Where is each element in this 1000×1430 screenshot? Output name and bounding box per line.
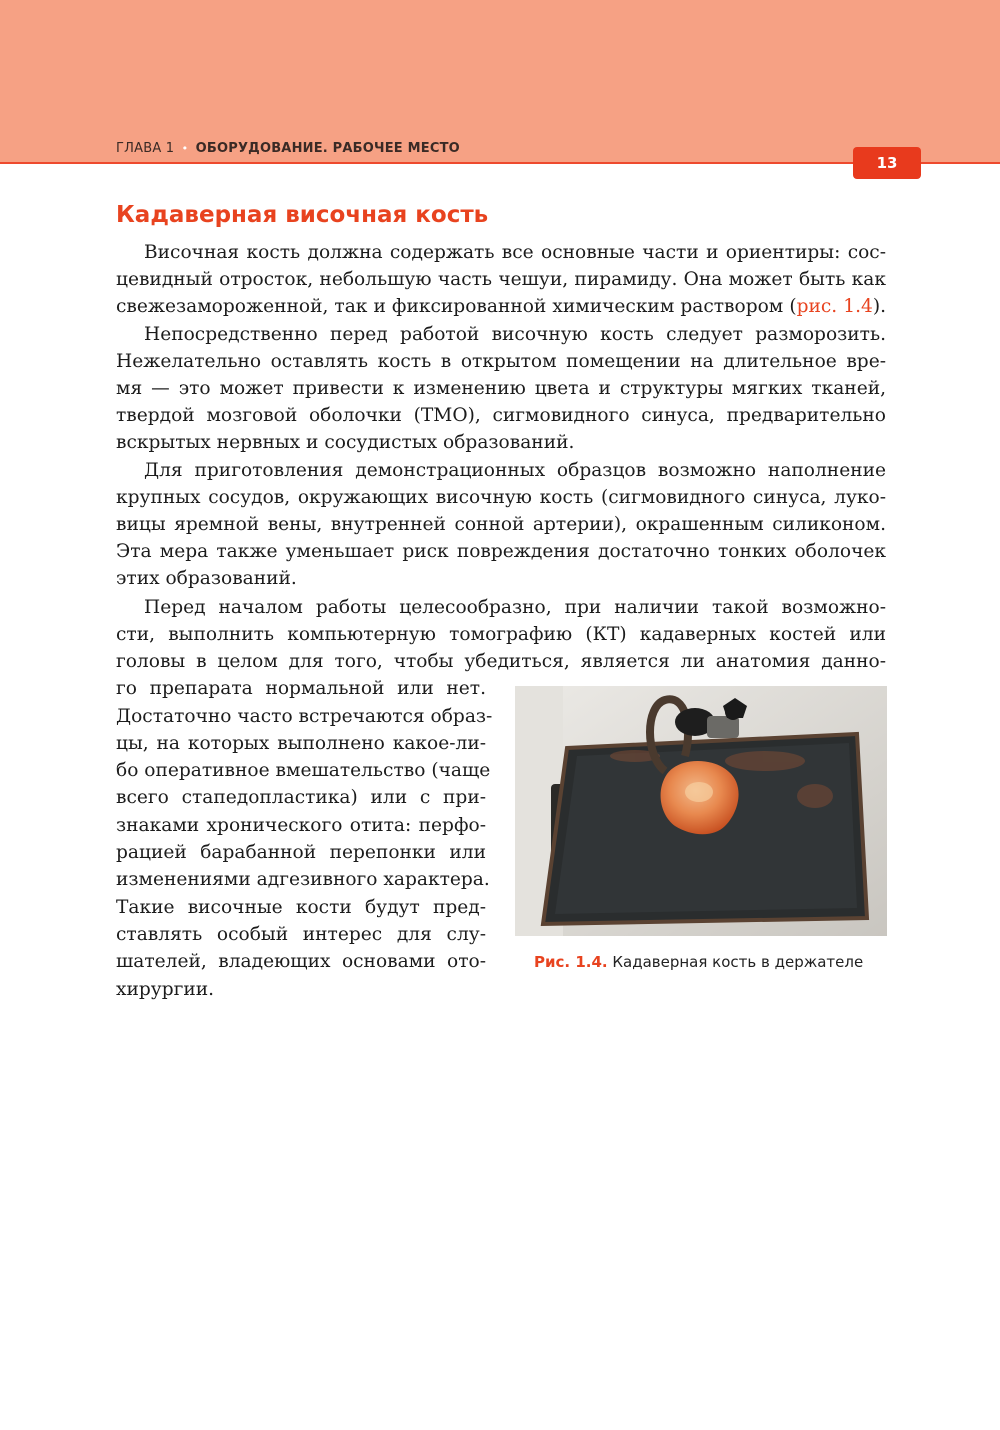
paragraph-4-line-2: сти, выполнить компьютерную томографию (КТ) кадаверных костей или: [116, 624, 886, 645]
chapter-title: ОБОРУДОВАНИЕ. РАБОЧЕЕ МЕСТО: [195, 141, 460, 156]
figure-caption: [534, 953, 863, 971]
paragraph-1-line-3-text: свежезамороженной, так и фиксированной химическим раствором (: [116, 296, 797, 317]
paragraph-3-line-3: вицы яремной вены, внутренней сонной артерии), окрашенным силиконом.: [116, 514, 886, 535]
paragraph-2-line-1: Непосредственно перед работой височную кость следует разморозить.: [144, 324, 886, 345]
paragraph-4-line-4: го препарата нормальной или нет.: [116, 678, 486, 699]
paragraph-1-line-2: цевидный отросток, небольшую часть чешуи, пирамиду. Она может быть как: [116, 269, 886, 290]
paragraph-2-line-3: мя — это может привести к изменению цвета и структуры мягких тканей,: [116, 378, 886, 399]
paragraph-1-line-3: [116, 293, 886, 320]
paragraph-4-line-11: изменениями адгезивного характера.: [116, 869, 490, 890]
paragraph-4-line-14: шателей, владеющих основами ото-: [116, 951, 486, 972]
paragraph-4-line-8: всего стапедопластика) или с при-: [116, 787, 486, 808]
header-rule: [0, 162, 1000, 164]
paragraph-2-line-2: Нежелательно оставлять кость в открытом помещении на длительное вре-: [116, 351, 886, 372]
paragraph-4-line-7: бо оперативное вмешательство (чаще: [116, 760, 491, 781]
paragraph-1-line-3-end: ).: [872, 296, 886, 317]
figure-label: Рис. 1.4.: [534, 953, 608, 971]
paragraph-4-line-13: ставлять особый интерес для слу-: [116, 924, 486, 945]
paragraph-4-line-3: головы в целом для того, чтобы убедиться, является ли анатомия данно-: [116, 651, 886, 672]
paragraph-4-line-12: Такие височные кости будут пред-: [116, 897, 486, 918]
paragraph-2-line-5: вскрытых нервных и сосудистых образований.: [116, 432, 575, 453]
paragraph-4-line-5: Достаточно часто встречаются образ-: [116, 706, 493, 727]
paragraph-4-line-1: Перед началом работы целесообразно, при наличии такой возможно-: [144, 597, 886, 618]
paragraph-4-line-6: цы, на которых выполнено какое-ли-: [116, 733, 486, 754]
running-head: [116, 141, 460, 156]
paragraph-4-line-9: знаками хронического отита: перфо-: [116, 815, 486, 836]
figure-caption-text: Кадаверная кость в держателе: [612, 953, 864, 971]
paragraph-3-line-2: крупных сосудов, окружающих височную кость (сигмовидного синуса, луко-: [116, 487, 886, 508]
chapter-number: ГЛАВА 1: [116, 141, 175, 156]
paragraph-3-line-5: этих образований.: [116, 568, 297, 589]
figure-reference-link[interactable]: рис. 1.4: [796, 296, 873, 317]
page-number-badge: 13: [853, 147, 921, 179]
paragraph-4-line-10: рацией барабанной перепонки или: [116, 842, 486, 863]
paragraph-2-line-4: твердой мозговой оболочки (ТМО), сигмовидного синуса, предварительно: [116, 405, 886, 426]
paragraph-1-line-1: Височная кость должна содержать все основные части и ориентиры: сос-: [144, 242, 886, 263]
section-heading: Кадаверная височная кость: [116, 202, 489, 228]
paragraph-4-line-15: хирургии.: [116, 979, 215, 1000]
separator-dot: •: [181, 142, 189, 155]
paragraph-3-line-4: Эта мера также уменьшает риск повреждения достаточно тонких оболочек: [116, 541, 886, 562]
header-band: [0, 0, 1000, 162]
bone-highlight: [685, 782, 713, 802]
figure-photo-bone-in-holder: [515, 686, 887, 936]
paragraph-3-line-1: Для приготовления демонстрационных образцов возможно наполнение: [144, 460, 886, 481]
